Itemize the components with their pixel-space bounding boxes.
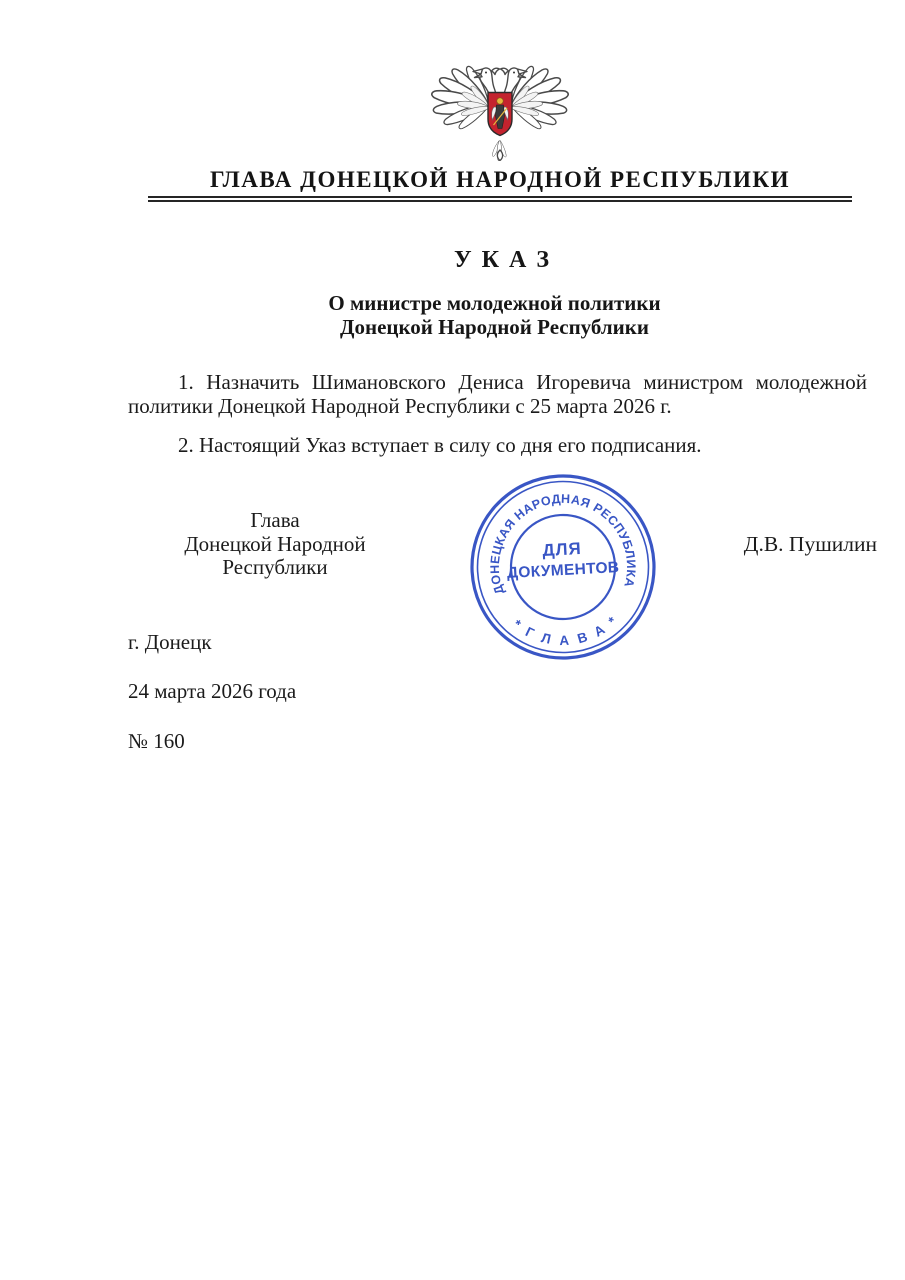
eagle-shield bbox=[488, 93, 512, 136]
org-header-title: ГЛАВА ДОНЕЦКОЙ НАРОДНОЙ РЕСПУБЛИКИ bbox=[209, 167, 791, 192]
decree-subject bbox=[126, 292, 863, 339]
decree-subject-line1: О министре молодежной политики bbox=[328, 291, 661, 315]
seal-center-text-line1: ДЛЯ bbox=[541, 539, 583, 561]
decree-subject-line2: Донецкой Народной Республики bbox=[340, 314, 649, 339]
official-seal-stamp bbox=[468, 472, 658, 662]
coat-of-arms-icon bbox=[430, 57, 570, 161]
signature-title bbox=[130, 509, 420, 580]
header-rule bbox=[148, 196, 852, 202]
decree-body bbox=[128, 371, 867, 458]
seal-center-text-line2: ДОКУМЕНТОВ bbox=[506, 559, 620, 582]
signature-name: Д.В. Пушилин bbox=[743, 532, 877, 556]
footer-number: № 160 bbox=[128, 729, 185, 753]
footer-city: г. Донецк bbox=[128, 630, 212, 654]
signature-title-line1: Глава bbox=[250, 508, 300, 532]
seal-ring-bottom-text: * Г Л А В А * bbox=[510, 611, 622, 649]
footer-date: 24 марта 2026 года bbox=[128, 679, 297, 703]
eagle-tail bbox=[491, 140, 507, 161]
seal-ring-top-text: ДОНЕЦКАЯ НАРОДНАЯ РЕСПУБЛИКА bbox=[487, 491, 639, 597]
decree-type-label: У К А З bbox=[453, 247, 551, 273]
signature-title-line2: Донецкой Народной Республики bbox=[184, 531, 366, 579]
decree-paragraph-1: 1. Назначить Шимановского Дениса Игоревича министром молодежной политики Донецкой Народной Республики с 25 марта 2026 г. bbox=[128, 370, 867, 418]
decree-paragraph-2: 2. Настоящий Указ вступает в силу со дня его подписания. bbox=[178, 433, 702, 457]
